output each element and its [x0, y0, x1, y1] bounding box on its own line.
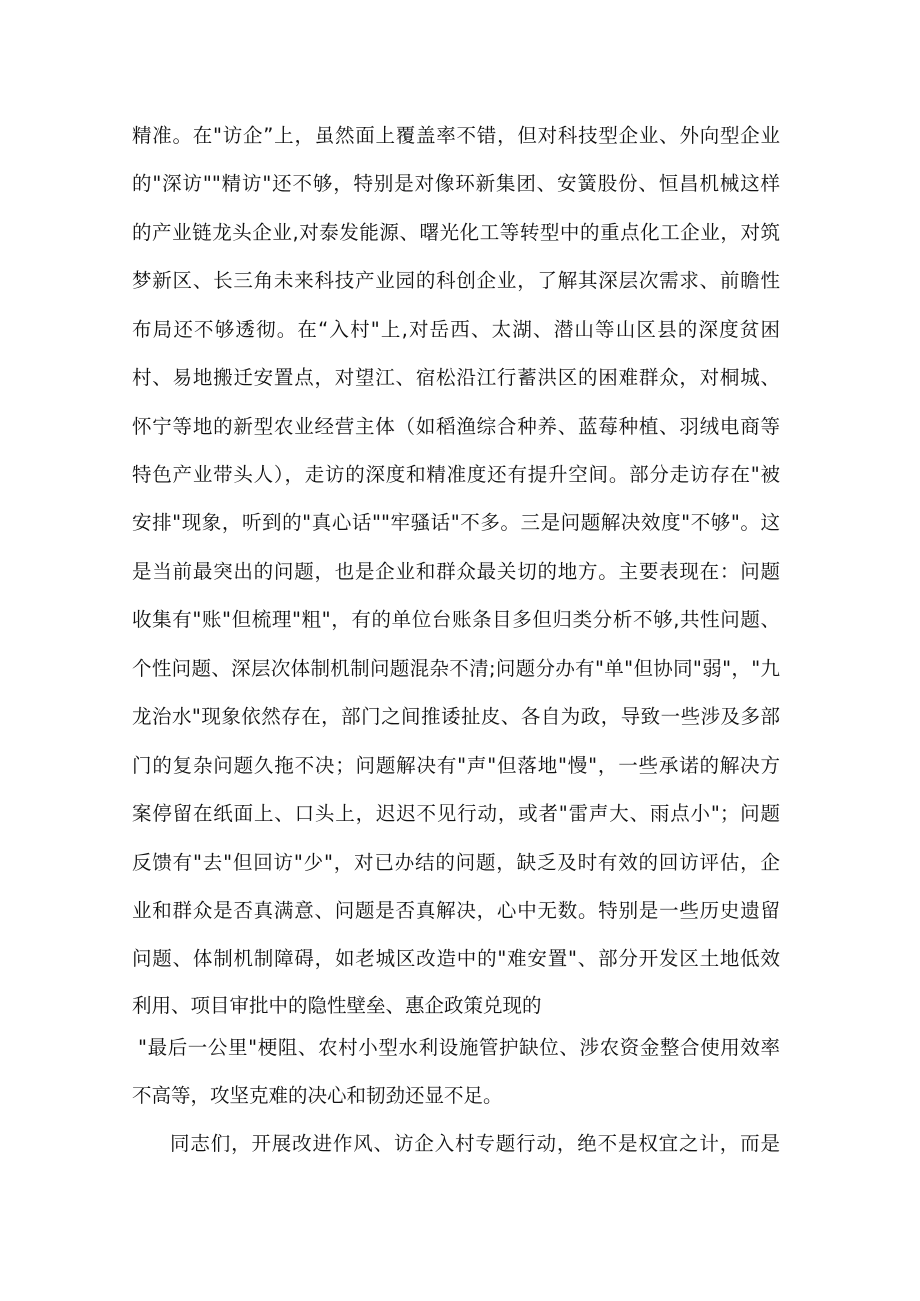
text-line: "最后一公里"梗阻、农村小型水利设施管护缺位、涉农资金整合使用效率 — [138, 1036, 780, 1059]
text-line: 的产业链龙头企业,对泰发能源、曙光化工等转型中的重点化工企业，对筑 — [132, 221, 780, 244]
text-line: 案停留在纸面上、口头上，迟迟不见行动，或者"雷声大、雨点小"；问题 — [132, 802, 780, 825]
text-line: 是当前最突出的问题，也是企业和群众最关切的地方。主要表现在：问题 — [132, 560, 780, 583]
text-line: 布局还不够透彻。在“入村"上,对岳西、太湖、潜山等山区县的深度贫困 — [132, 318, 780, 341]
paragraph-first-line: 同志们，开展改进作风、访企入村专题行动，绝不是权宜之计，而是 — [170, 1132, 780, 1155]
text-line: 怀宁等地的新型农业经营主体（如稻渔综合种养、蓝莓种植、羽绒电商等 — [132, 415, 780, 438]
text-line: 特色产业带头人），走访的深度和精准度还有提升空间。部分走访存在"被 — [132, 463, 780, 486]
text-line: 反馈有"去"但回访"少"，对已办结的问题，缺乏及时有效的回访评估，企 — [132, 851, 780, 874]
text-line: 精准。在"访企”上，虽然面上覆盖率不错，但对科技型企业、外向型企业 — [132, 124, 780, 147]
text-line: 梦新区、长三角未来科技产业园的科创企业，了解其深层次需求、前瞻性 — [132, 269, 780, 292]
text-line: 问题、体制机制障碍，如老城区改造中的"难安置"、部分开发区土地低效 — [132, 947, 780, 970]
text-line: 安排"现象，听到的"真心话""牢骚话"不多。三是问题解决效度"不够"。这 — [132, 511, 780, 534]
text-line: 龙治水"现象依然存在，部门之间推诿扯皮、各自为政，导致一些涉及多部 — [132, 705, 780, 728]
text-line: 收集有"账"但梳理"粗"，有的单位台账条目多但归类分析不够,共性问题、 — [132, 608, 780, 631]
text-line: 不高等，攻坚克难的决心和韧劲还显不足。 — [132, 1084, 503, 1107]
text-line: 的"深访""精访"还不够，特别是对像环新集团、安簧股份、恒昌机械这样 — [132, 172, 780, 195]
text-line: 利用、项目审批中的隐性壁垒、惠企政策兑现的 — [132, 994, 542, 1017]
text-line: 业和群众是否真满意、问题是否真解决，心中无数。特别是一些历史遗留 — [132, 899, 780, 922]
text-line: 个性问题、深层次体制机制问题混杂不清;问题分办有"单"但协同"弱"，"九 — [132, 657, 780, 680]
text-line: 门的复杂问题久拖不决；问题解决有"声"但落地"慢"，一些承诺的解决方 — [132, 754, 780, 777]
text-line: 村、易地搬迁安置点，对望江、宿松沿江行蓄洪区的困难群众，对桐城、 — [132, 366, 780, 389]
